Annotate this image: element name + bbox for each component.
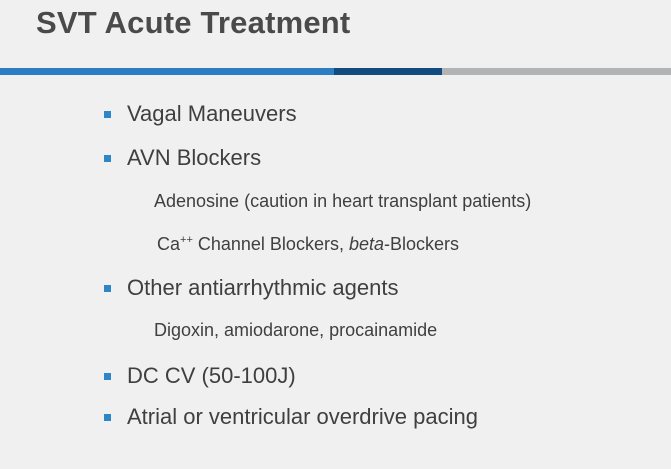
bullet-overdrive-pacing [104, 404, 478, 430]
square-bullet-icon [104, 155, 111, 162]
bullet-other-antiarrhythmic [104, 275, 398, 301]
blockers-suffix-text: -Blockers [384, 234, 460, 254]
square-bullet-icon [104, 285, 111, 292]
bullet-avn-blockers [104, 145, 261, 171]
sub-bullet-channel-blockers [157, 234, 459, 255]
bullet-text: AVN Blockers [127, 145, 262, 170]
sub-bullet-digoxin [154, 320, 437, 341]
slide-title: SVT Acute Treatment [36, 5, 351, 40]
bullet-text: Atrial or ventricular overdrive pacing [127, 404, 478, 429]
bullet-text: Other antiarrhythmic agents [127, 275, 399, 300]
sub-bullet-text: Digoxin, amiodarone, procainamide [154, 320, 438, 340]
square-bullet-icon [104, 373, 111, 380]
sub-bullet-adenosine [154, 191, 531, 212]
sub-bullet-text: Adenosine (caution in heart transplant patients) [154, 191, 532, 211]
calcium-label: Ca [157, 234, 181, 254]
channel-blockers-text: Channel Blockers, [192, 234, 349, 254]
bullet-dc-cv [104, 363, 296, 389]
square-bullet-icon [104, 414, 111, 421]
calcium-charge-superscript: ++ [180, 234, 193, 246]
bullet-text: DC CV (50-100J) [127, 363, 296, 388]
beta-italic-text: beta [348, 234, 384, 254]
bullet-vagal-maneuvers [104, 101, 297, 127]
bullet-text: Vagal Maneuvers [127, 101, 297, 126]
square-bullet-icon [104, 111, 111, 118]
